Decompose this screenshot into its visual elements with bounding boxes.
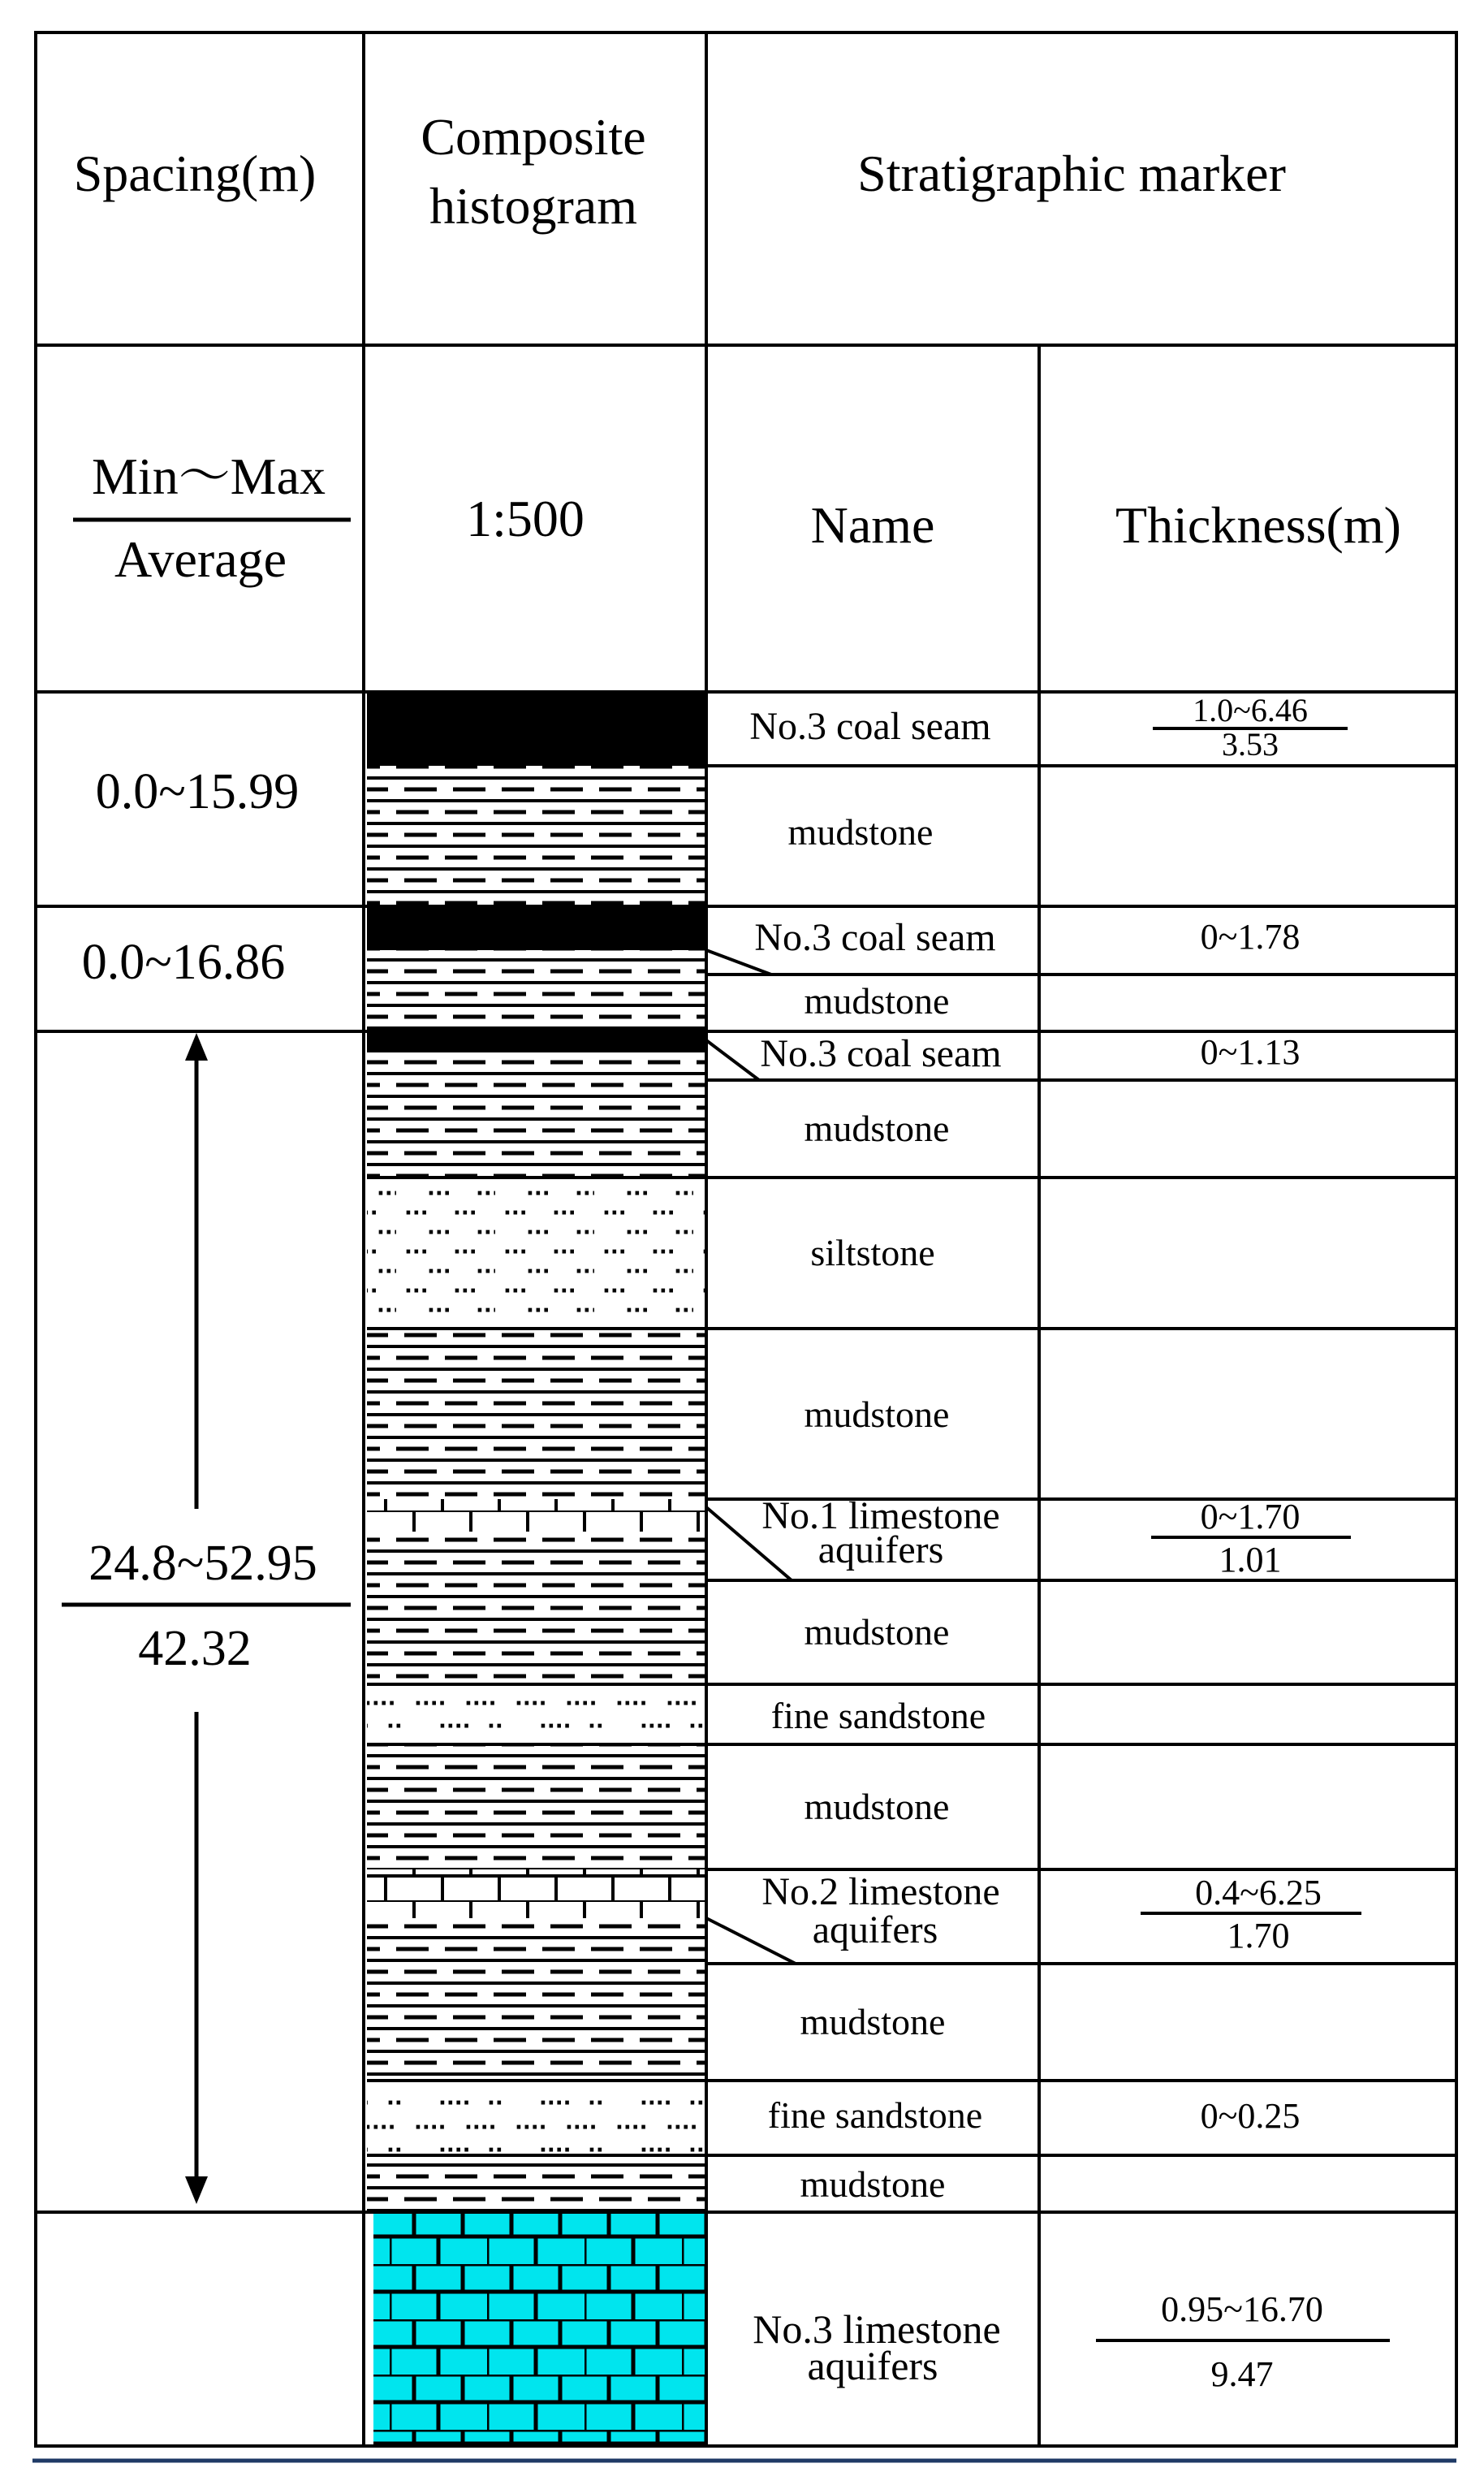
connector-limestone-2 <box>706 1918 796 1964</box>
layer-names <box>749 705 1001 2388</box>
subheader-scale: 1:500 <box>466 490 585 547</box>
thickness-15: 0~0.25 <box>1200 2096 1301 2136</box>
strip-mudstone-3 <box>367 1049 706 1178</box>
thickness-1-range: 1.0~6.46 <box>1193 692 1308 728</box>
subheader-range-label: Min～Max <box>92 447 326 505</box>
layer-name-14: mudstone <box>800 2001 946 2042</box>
table-grid <box>36 32 1456 2446</box>
strip-mudstone-1 <box>367 766 706 906</box>
layer-name-9b: aquifers <box>817 1528 944 1571</box>
header-histogram-line2: histogram <box>429 177 637 235</box>
layer-name-9a: No.1 limestone <box>761 1494 1000 1537</box>
layer-name-13a: No.2 limestone <box>761 1870 1000 1913</box>
layer-name-13b: aquifers <box>812 1908 938 1951</box>
layer-name-4: mudstone <box>804 980 950 1022</box>
histogram-strips <box>367 692 706 2444</box>
thickness-13-range: 0.4~6.25 <box>1195 1873 1322 1912</box>
strip-coal-1 <box>367 692 706 766</box>
layer-name-15: fine sandstone <box>767 2094 983 2136</box>
thickness-9-range: 0~1.70 <box>1200 1497 1301 1536</box>
strip-mudstone-4 <box>367 1329 706 1499</box>
strip-limestone-1 <box>367 1499 706 1532</box>
strip-mudstone-6 <box>367 1744 706 1869</box>
strip-mudstone-5 <box>367 1532 706 1684</box>
spacing-group3-average: 42.32 <box>138 1621 252 1676</box>
layer-name-11: fine sandstone <box>770 1695 986 1736</box>
strip-sandstone-1 <box>367 1684 706 1744</box>
header-stratigraphic-marker: Stratigraphic marker <box>857 145 1286 202</box>
layer-name-3: No.3 coal seam <box>754 916 996 959</box>
strip-limestone-aquifer <box>373 2212 706 2444</box>
subheader-thickness: Thickness(m) <box>1115 496 1401 554</box>
thickness-1-average: 3.53 <box>1222 726 1279 763</box>
layer-thickness <box>1096 692 1390 2394</box>
layer-name-16: mudstone <box>800 2163 946 2205</box>
layer-name-17a: No.3 limestone <box>753 2306 1001 2352</box>
layer-name-6: mudstone <box>804 1108 950 1149</box>
strip-siltstone <box>367 1178 706 1329</box>
header-spacing: Spacing(m) <box>73 145 317 202</box>
connector-lines <box>706 950 796 1964</box>
strip-coal-2 <box>367 906 706 950</box>
thickness-17-range: 0.95~16.70 <box>1161 2289 1323 2329</box>
strip-mudstone-8 <box>367 2155 706 2212</box>
thickness-17-average: 9.47 <box>1210 2354 1274 2394</box>
layer-name-5: No.3 coal seam <box>760 1032 1002 1075</box>
layer-name-8: mudstone <box>804 1394 950 1435</box>
subheader-name: Name <box>810 496 935 554</box>
layer-name-17b: aquifers <box>807 2343 938 2388</box>
thickness-5: 0~1.13 <box>1200 1032 1301 1072</box>
strip-limestone-2 <box>367 1869 706 1918</box>
thickness-13-average: 1.70 <box>1227 1916 1290 1956</box>
layer-name-2: mudstone <box>787 811 934 853</box>
connector-coal-3 <box>706 1040 759 1080</box>
strip-coal-3 <box>367 1031 706 1049</box>
thickness-9-average: 1.01 <box>1219 1540 1282 1580</box>
layer-name-10: mudstone <box>804 1611 950 1653</box>
spacing-group2: 0.0~16.86 <box>81 935 286 990</box>
thickness-3: 0~1.78 <box>1200 917 1301 957</box>
subheader-average-label: Average <box>114 530 287 588</box>
layer-name-7: siltstone <box>810 1232 935 1273</box>
strip-sandstone-2 <box>367 2081 706 2155</box>
spacing-group1: 0.0~15.99 <box>95 764 300 819</box>
spacing-group3-range: 24.8~52.95 <box>88 1536 317 1591</box>
spacing-group3-arrow <box>185 1033 208 2204</box>
strip-mudstone-2 <box>367 950 706 1031</box>
layer-name-1: No.3 coal seam <box>749 705 991 748</box>
strip-mudstone-7 <box>367 1918 706 2081</box>
header-histogram-line1: Composite <box>421 108 646 166</box>
layer-name-12: mudstone <box>804 1786 950 1827</box>
